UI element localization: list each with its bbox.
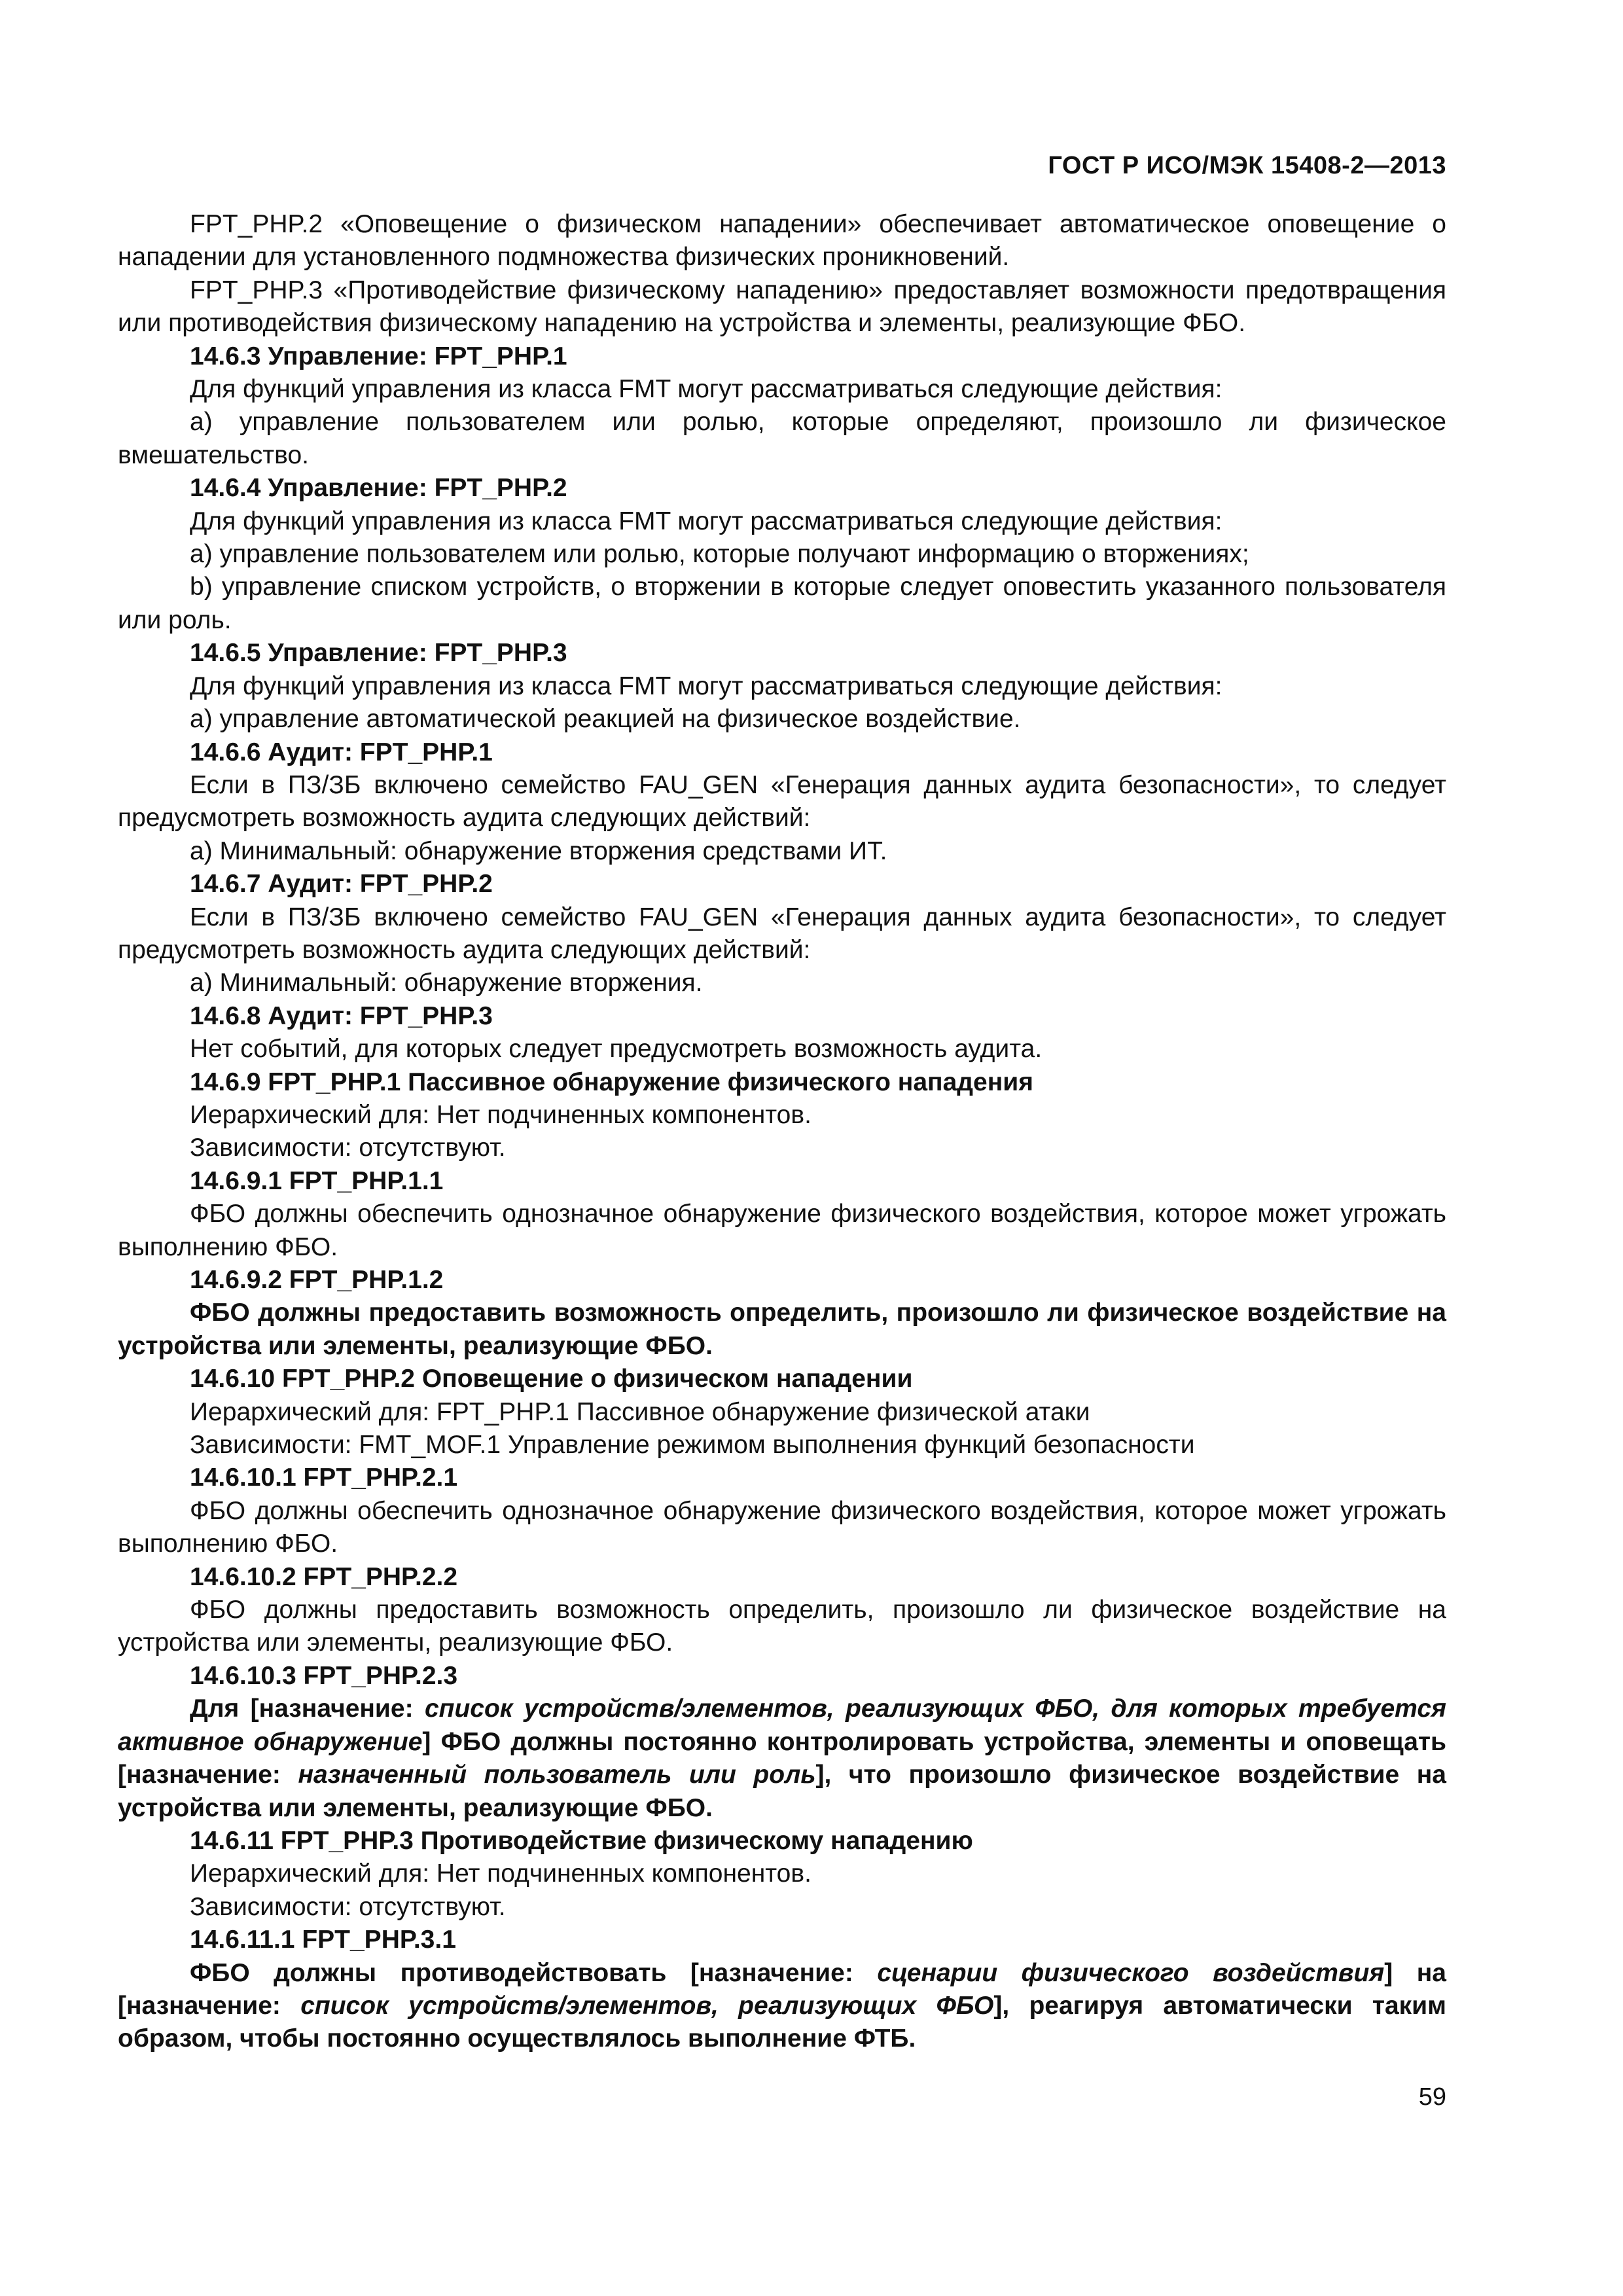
body-paragraph: Для функций управления из класса FMT могут рассматриваться следующие действия: (190, 672, 1222, 700)
body-paragraph: Иерархический для: Нет подчиненных компонентов. (190, 1100, 812, 1129)
body-paragraph: Зависимости: отсутствуют. (190, 1892, 506, 1921)
body-paragraph: Если в ПЗ/ЗБ включено семейство FAU_GEN «Генерация данных аудита безопасности», то следует предусмотреть возможность аудита следующих действий: (118, 903, 1446, 964)
body-paragraph: FPT_PHP.3 «Противодействие физическому нападению» предоставляет возможности предотвращения или противодействия физическому нападению на устройства и элементы, реализующие ФБО. (118, 276, 1446, 338)
document-body (118, 208, 1446, 2056)
section-heading: 14.6.11.1 FPT_PHP.3.1 (190, 1926, 456, 1954)
body-paragraph: Иерархический для: Нет подчиненных компонентов. (190, 1859, 812, 1888)
section-heading: 14.6.5 Управление: FPT_PHP.3 (190, 639, 567, 668)
section-heading: 14.6.4 Управление: FPT_PHP.2 (190, 474, 567, 503)
text-run: ], что произошло физическое воздействие на устройства или элементы, реализующие ФБО. (118, 1761, 1446, 1822)
text-run: ] ФБО должны постоянно контролировать устройства, элементы и оповещать [назначение: (118, 1727, 1447, 1789)
section-heading: 14.6.8 Аудит: FPT_PHP.3 (190, 1001, 493, 1030)
section-heading: 14.6.6 Аудит: FPT_PHP.1 (190, 738, 493, 766)
section-heading: 14.6.7 Аудит: FPT_PHP.2 (190, 870, 493, 899)
section-heading: 14.6.10.2 FPT_PHP.2.2 (190, 1562, 458, 1591)
body-paragraph: Иерархический для: FPT_PHP.1 Пассивное обнаружение физической атаки (190, 1397, 1090, 1426)
body-paragraph: Для функций управления из класса FMT могут рассматриваться следующие действия: (190, 375, 1222, 404)
page-number: 59 (1418, 2083, 1446, 2111)
requirement-paragraph (118, 1693, 1446, 1825)
assignment-text: сценарии физического воздействия (877, 1958, 1385, 1987)
section-heading: 14.6.9.2 FPT_PHP.1.2 (190, 1266, 444, 1294)
section-heading: 14.6.3 Управление: FPT_PHP.1 (190, 342, 567, 370)
section-heading: 14.6.10.3 FPT_PHP.2.3 (190, 1661, 458, 1690)
body-paragraph: a) управление автоматической реакцией на физическое воздействие. (190, 705, 1021, 734)
assignment-text: список устройств/элементов, реализующих ФБО (300, 1991, 994, 2020)
text-run: ФБО должны противодействовать [назначение: (190, 1958, 878, 1987)
assignment-text: список устройств/элементов, реализующих ФБО, для которых требуется активное обнаружение (118, 1695, 1446, 1756)
body-paragraph: Для функций управления из класса FMT могут рассматриваться следующие действия: (190, 507, 1222, 535)
body-paragraph: a) управление пользователем или ролью, которые определяют, произошло ли физическое вмешательство. (118, 408, 1446, 469)
section-heading: 14.6.9 FPT_PHP.1 Пассивное обнаружение физического нападения (190, 1067, 1034, 1096)
body-paragraph: b) управление списком устройств, о вторжении в которые следует оповестить указанного пользователя или роль. (118, 573, 1446, 634)
section-heading: 14.6.10 FPT_PHP.2 Оповещение о физическом нападении (190, 1365, 913, 1393)
text-run: ] на [назначение: (118, 1958, 1446, 2020)
body-paragraph: ФБО должны предоставить возможность определить, произошло ли физическое воздействие на устройства или элементы, реализующие ФБО. (118, 1596, 1446, 1657)
body-paragraph: Зависимости: отсутствуют. (190, 1134, 506, 1162)
text-run: Для [назначение: (190, 1695, 425, 1723)
section-heading: 14.6.9.1 FPT_PHP.1.1 (190, 1166, 444, 1195)
requirement-paragraph: ФБО должны предоставить возможность определить, произошло ли физическое воздействие на устройства или элементы, реализующие ФБО. (118, 1299, 1446, 1360)
body-paragraph: Если в ПЗ/ЗБ включено семейство FAU_GEN «Генерация данных аудита безопасности», то следует предусмотреть возможность аудита следующих действий: (118, 770, 1446, 833)
requirement-paragraph (118, 1957, 1446, 2056)
body-paragraph: ФБО должны обеспечить однозначное обнаружение физического воздействия, которое может угрожать выполнению ФБО. (118, 1200, 1446, 1261)
body-paragraph: a) Минимальный: обнаружение вторжения средствами ИТ. (190, 836, 887, 865)
body-paragraph: a) Минимальный: обнаружение вторжения. (190, 969, 703, 997)
body-paragraph: a) управление пользователем или ролью, которые получают информацию о вторжениях; (190, 540, 1249, 569)
text-run: ], реагируя автоматически таким образом, чтобы постоянно осуществлялось выполнение ФТБ. (118, 1991, 1447, 2053)
body-paragraph: Нет событий, для которых следует предусмотреть возможность аудита. (190, 1035, 1043, 1064)
document-header: ГОСТ Р ИСО/МЭК 15408-2—2013 (1048, 152, 1446, 179)
section-heading: 14.6.10.1 FPT_PHP.2.1 (190, 1463, 458, 1492)
body-paragraph: Зависимости: FMT_MOF.1 Управление режимом выполнения функций безопасности (190, 1431, 1195, 1460)
section-heading: 14.6.11 FPT_PHP.3 Противодействие физическому нападению (190, 1826, 973, 1855)
body-paragraph: FPT_PHP.2 «Оповещение о физическом нападении» обеспечивает автоматическое оповещение о нападении для установленного подмножества физических проникновений. (118, 210, 1446, 272)
assignment-text: назначенный пользователь или роль (298, 1761, 816, 1789)
body-paragraph: ФБО должны обеспечить однозначное обнаружение физического воздействия, которое может угрожать выполнению ФБО. (118, 1496, 1446, 1558)
